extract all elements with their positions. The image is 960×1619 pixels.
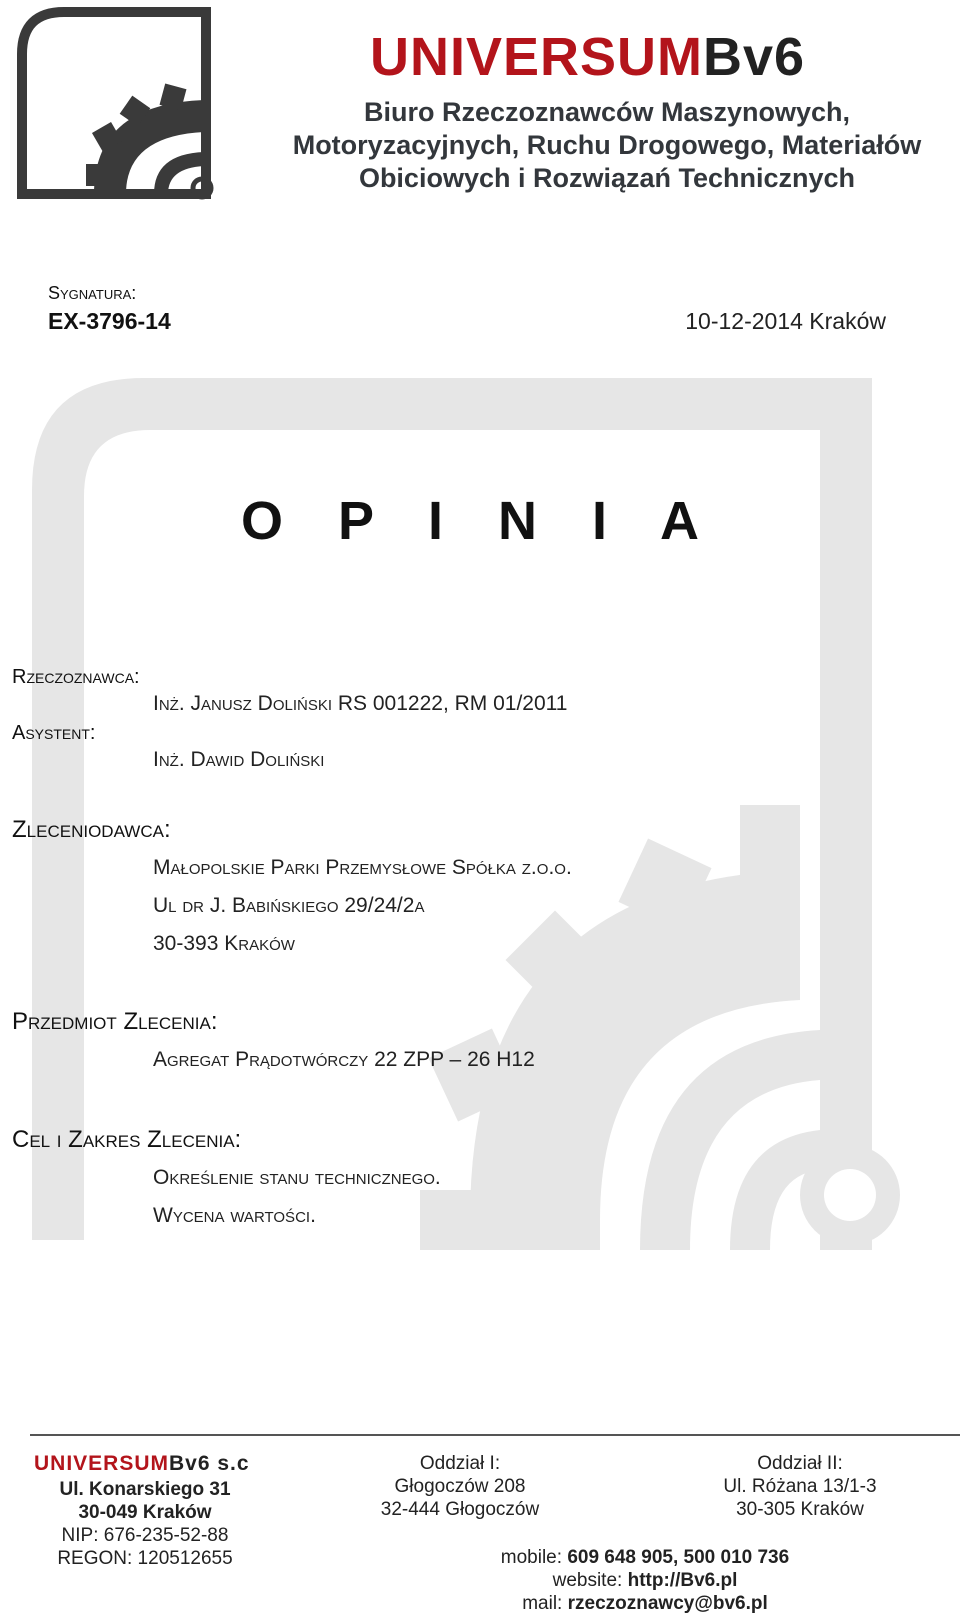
hq-street: Ul. Konarskiego 31 <box>59 1479 231 1500</box>
subject-label: Przedmiot Zlecenia: <box>12 1008 218 1035</box>
scope-label: Cel i Zakres Zlecenia: <box>12 1126 242 1153</box>
branch1-title: Oddział I: <box>419 1453 501 1474</box>
footer-contact <box>450 1546 840 1615</box>
footer-divider <box>30 1434 960 1436</box>
brand-title <box>370 27 806 87</box>
hq-nip: NIP: 676-235-52-88 <box>61 1525 229 1546</box>
website-label: website: <box>552 1570 628 1591</box>
footer-brand-red: UNIVERSUM <box>34 1452 170 1475</box>
footer-brand <box>34 1452 250 1476</box>
branch2-city: 30-305 Kraków <box>736 1499 864 1520</box>
assistant-value: Inż. Dawid Doliński <box>153 748 325 771</box>
footer-branch-2 <box>700 1452 900 1521</box>
branch2-street: Ul. Różana 13/1-3 <box>723 1476 877 1497</box>
mail-label: mail: <box>522 1593 568 1614</box>
document-date: 10-12-2014 Kraków <box>685 308 886 334</box>
contact-mail <box>450 1592 840 1615</box>
client-line-2: Ul dr J. Babińskiego 29/24/2a <box>153 894 425 917</box>
branch2-title: Oddział II: <box>757 1453 843 1474</box>
branch1-street: Głogoczów 208 <box>394 1476 526 1497</box>
client-line-3: 30-393 Kraków <box>153 932 295 955</box>
subtitle-line-1: Biuro Rzeczoznawców Maszynowych, <box>363 97 851 127</box>
mail-link[interactable]: rzeczoznawcy@bv6.pl <box>567 1593 768 1614</box>
company-subtitle <box>262 96 952 195</box>
contact-mobile <box>450 1546 840 1569</box>
signature-value: EX-3796-14 <box>48 308 171 334</box>
brand-title-dark: Bv6 <box>703 27 806 87</box>
website-link[interactable]: http://Bv6.pl <box>627 1570 738 1591</box>
expert-label: Rzeczoznawca: <box>12 666 140 688</box>
expert-value: Inż. Janusz Doliński RS 001222, RM 01/2011 <box>153 692 568 715</box>
scope-line-2: Wycena wartości. <box>153 1204 316 1227</box>
signature-label: Sygnatura: <box>48 283 137 303</box>
subtitle-line-3: Obiciowych i Rozwiązań Technicznych <box>358 163 856 193</box>
footer-branch-1 <box>360 1452 560 1521</box>
hq-city: 30-049 Kraków <box>78 1502 212 1523</box>
footer-brand-dark: Bv6 s.c <box>169 1452 250 1475</box>
scope-line-1: Określenie stanu technicznego. <box>153 1166 441 1189</box>
subtitle-line-2: Motoryzacyjnych, Ruchu Drogowego, Materiałów <box>292 130 922 160</box>
branch1-city: 32-444 Głogoczów <box>380 1499 540 1520</box>
brand-title-red: UNIVERSUM <box>370 27 704 87</box>
contact-website <box>450 1569 840 1592</box>
company-logo-icon <box>14 4 224 204</box>
mobile-value: 609 648 905, 500 010 736 <box>567 1547 790 1568</box>
client-label: Zleceniodawca: <box>12 816 171 843</box>
hq-regon: REGON: 120512655 <box>57 1548 233 1569</box>
subject-value: Agregat Prądotwórczy 22 ZPP – 26 H12 <box>153 1048 535 1071</box>
document-title: O P I N I A <box>240 491 720 551</box>
mobile-label: mobile: <box>500 1547 568 1568</box>
footer-headquarters <box>30 1478 260 1570</box>
client-line-1: Małopolskie Parki Przemysłowe Spółka z.o.o. <box>153 856 572 879</box>
assistant-label: Asystent: <box>12 722 96 744</box>
